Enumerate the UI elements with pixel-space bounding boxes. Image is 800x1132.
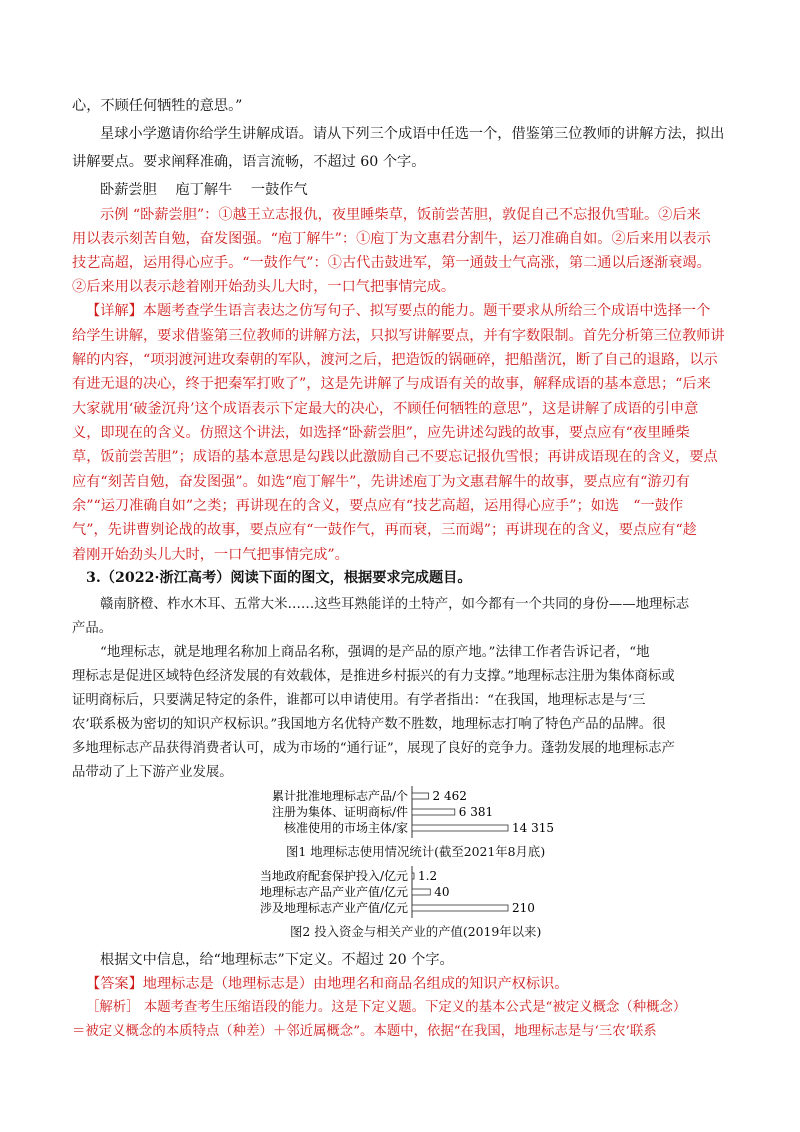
bar (412, 905, 508, 911)
category-label: 注册为集体、证明商标/件 (271, 805, 408, 819)
passage-line: 理标志是促进区域特色经济发展的有效载体，是推进乡村振兴的有力支撑。”地理标志注册为集体商标或 (72, 669, 675, 684)
detail-line: 【详解】本题考查学生语言表达之仿写句子、拟写要点的能力。题干要求从所给三个成语中选择一个 (86, 303, 711, 319)
category-label: 涉及地理标志产业产值/亿元 (259, 901, 408, 915)
category-label: 累计批准地理标志产品/个 (271, 789, 408, 803)
analysis-line: ［解析］ 本题考查考生压缩语段的能力。这是下定义题。下定义的基本公式是“被定义概念（种概念） (86, 1000, 687, 1015)
value-label: 1.2 (418, 869, 438, 883)
idiom-list: 卧薪尝胆 庖丁解牛 一鼓作气 (100, 182, 308, 198)
figure-1-title: 图1 地理标志使用情况统计(截至2021年8月底) (286, 844, 546, 859)
detail-line: 大家就用‘破釜沉舟’这个成语表示下定最大的决心，不顾任何牺牲的意思”，这是讲解了成语的引申意 (72, 401, 699, 417)
bar (412, 889, 430, 895)
detail-line: 给学生讲解，要求借鉴第三位教师的讲解方法，只拟写讲解要点，并有字数限制。首先分析第三位教师讲 (72, 328, 725, 344)
text-line: 心，不顾任何牺牲的意思。” (72, 98, 243, 114)
bar (412, 825, 508, 831)
detail-line: 有进无退的决心，终于把秦军打败了”，这是先讲解了与成语有关的故事，解释成语的基本意思；“后来 (72, 376, 711, 392)
passage-line: 品带动了上下游产业发展。 (72, 765, 233, 780)
value-label: 210 (512, 901, 535, 915)
passage-line: 证明商标后，只要满足特定的条件，谁都可以申请使用。有学者指出：“在我国，地理标志是与‘三 (72, 693, 646, 708)
passage-line: 农’联系极为密切的知识产权标识。”我国地方名优特产数不胜数，地理标志打响了特色产品的品牌。很 (72, 717, 666, 732)
example-answer-line: 技艺高超，运用得心应手。“一鼓作气”：①古代击鼓进军，第一通鼓士气高涨，第二通以后逐渐衰竭。 (72, 255, 711, 271)
detail-line: 应有“刻苦自勉，奋发图强”。如选“庖丁解牛”，先讲述庖丁为文惠君解牛的故事，要点应有“游刃有 (72, 474, 690, 490)
question-heading: 3.（2022·浙江高考）阅读下面的图文，根据要求完成题目。 (86, 570, 472, 586)
bar (412, 809, 455, 815)
detail-line: 余”“运刀准确自如”之类；再讲现在的含义，要点应有“技艺高超，运用得心应手”；如选 “一鼓作 (72, 498, 684, 514)
value-label: 2 462 (432, 789, 467, 803)
figure-2-chart (250, 864, 570, 920)
bar (412, 873, 414, 879)
task-prompt: 根据文中信息，给“地理标志”下定义。不超过 20 个字。 (100, 952, 454, 968)
passage-line: 多地理标志产品获得消费者认可，成为市场的“通行证”，展现了良好的竞争力。蓬勃发展的地理标志产 (72, 741, 675, 756)
category-label: 核准使用的市场主体/家 (283, 821, 408, 835)
example-answer-line: ②后来用以表示趁着刚开始劲头儿大时，一口气把事情完成。 (72, 279, 456, 295)
answer-line: 【答案】地理标志是（地理标志是）由地理名和商品名组成的知识产权标识。 (86, 976, 569, 992)
category-label: 地理标志产品产业产值/亿元 (259, 885, 408, 899)
detail-line: 草，饭前尝苦胆”；成语的基本意思是勾践以此激励自己不要忘记报仇雪恨；再讲成语现在的含义，要点 (72, 449, 718, 465)
passage-line: “地理标志，就是地理名称加上商品名称，强调的是产品的原产地。”法律工作者告诉记者，“地 (100, 645, 650, 660)
passage-line: 赣南脐橙、柞水木耳、五常大米……这些耳熟能详的土特产，如今都有一个共同的身份——地理标志 (100, 597, 690, 612)
example-answer-line: 用以表示刻苦自勉，奋发图强。“庖丁解牛”：①庖丁为文惠君分割牛，运刀准确自如。②后来用以表示 (72, 231, 711, 247)
value-label: 6 381 (458, 805, 494, 819)
figure-1-chart (250, 784, 570, 840)
category-label: 当地政府配套保护投入/亿元 (259, 869, 408, 883)
bar (412, 793, 429, 799)
text-line: 讲解要点。要求阐释准确，语言流畅，不超过 60 个字。 (72, 154, 426, 170)
text-line: 星球小学邀请你给学生讲解成语。请从下列三个成语中任选一个，借鉴第三位教师的讲解方法，拟出 (100, 126, 725, 142)
detail-line: 解的内容，“项羽渡河进攻秦朝的军队，渡河之后，把造饭的锅砸碎，把船凿沉，断了自己的退路，以示 (72, 352, 718, 368)
detail-line: 着刚开始劲头儿大时，一口气把事情完成”。 (72, 547, 349, 563)
value-label: 40 (434, 885, 450, 899)
passage-line: 产品。 (72, 621, 113, 636)
example-answer-line: 示例 “卧薪尝胆”：①越王立志报仇，夜里睡柴草，饭前尝苦胆，敦促自己不忘报仇雪耻。②后来 (100, 207, 701, 223)
value-label: 14 315 (512, 821, 554, 835)
detail-line: 气”，先讲曹刿论战的故事，要点应有“一鼓作气，再而衰，三而竭”；再讲现在的含义，要点应有“趁 (72, 522, 697, 538)
figure-2-title: 图2 投入资金与相关产业的产值(2019年以来) (290, 924, 542, 939)
detail-line: 义，即现在的含义。仿照这个讲法，如选择“卧薪尝胆”，应先讲述勾践的故事，要点应有“夜里睡柴 (72, 425, 690, 441)
analysis-line: ＝被定义概念的本质特点（种差）＋邻近属概念”。本题中，依据“在我国，地理标志是与‘三农’联系 (72, 1024, 657, 1039)
